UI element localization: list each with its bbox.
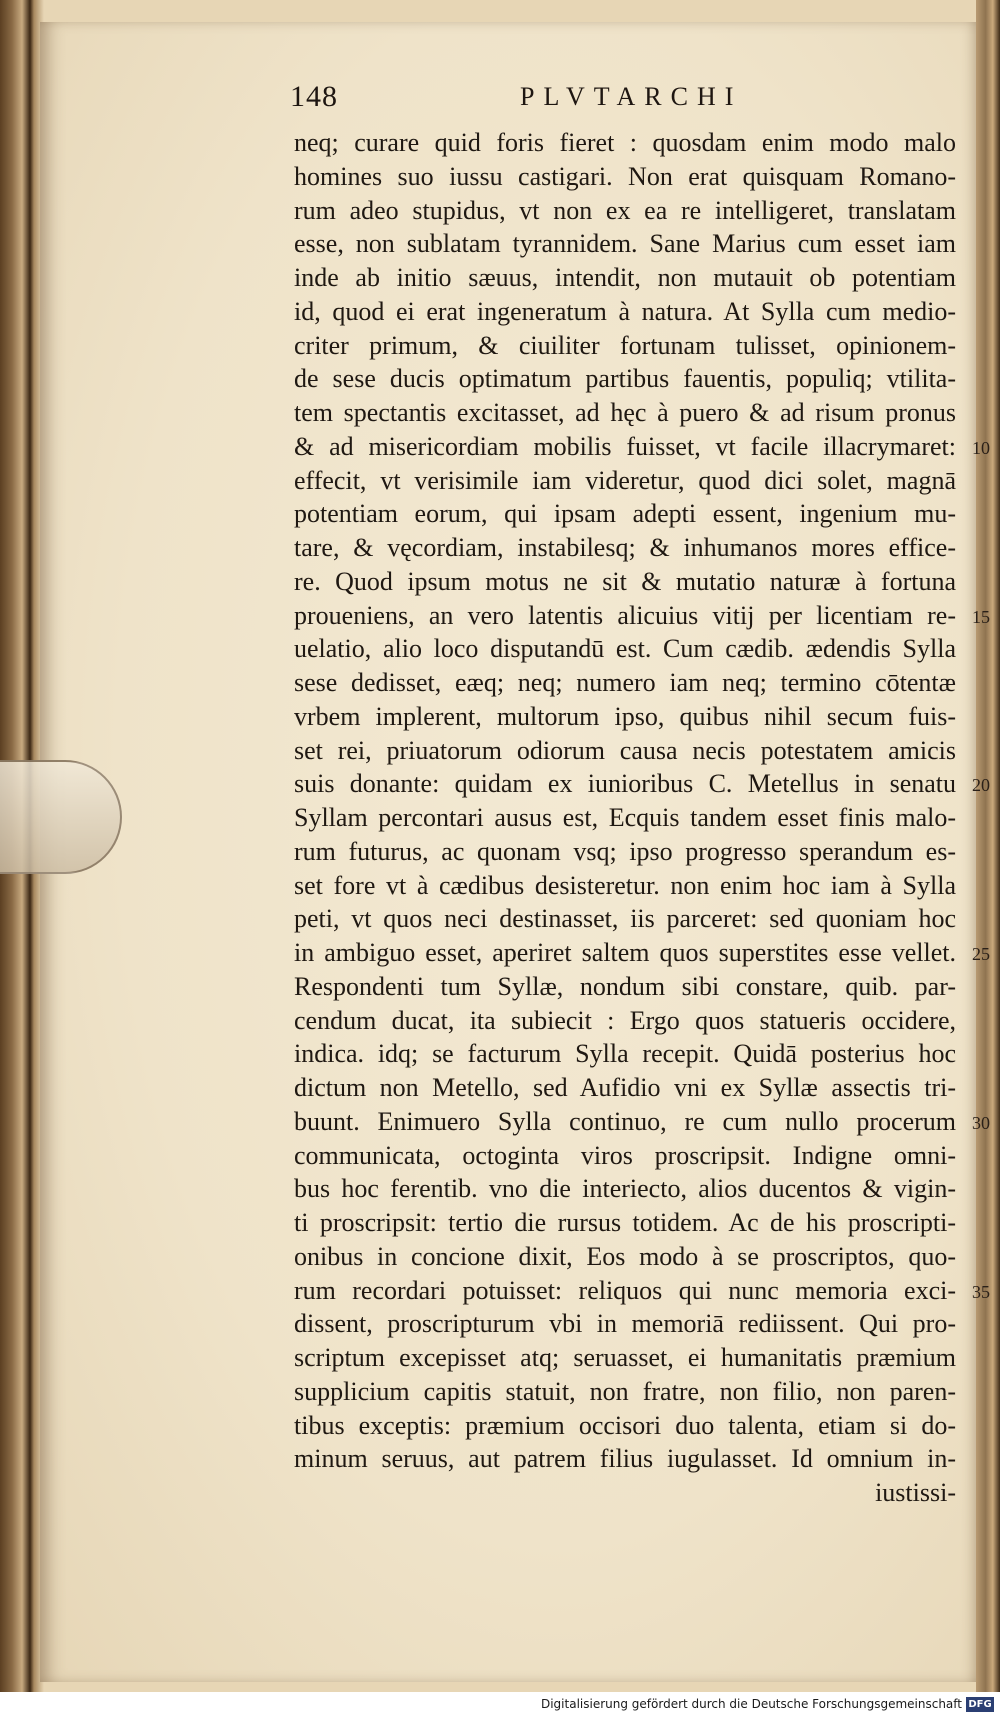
margin-line-number: 15 (972, 606, 990, 627)
text-line: set fore vt à cædibus desisteretur. non enim hoc iam à Sylla (294, 870, 956, 900)
text-line: buunt. Enimuero Sylla continuo, re cum nullo procerum (294, 1106, 956, 1136)
text-line: effecit, vt verisimile iam videretur, quod dici solet, magnā (294, 465, 956, 495)
margin-line-number: 25 (972, 944, 990, 964)
catchword: iustissi- (875, 1478, 956, 1507)
margin-line-number: 35 (972, 1281, 990, 1302)
text-line: tibus exceptis: præmium occisori duo talenta, etiam si do- (294, 1410, 956, 1440)
text-line: tem spectantis excitasset, ad hęc à puero & ad risum pronus (294, 398, 956, 427)
text-line: set rei, priuatorum odiorum causa necis potestatem amicis (294, 735, 956, 765)
text-line: proueniens, an vero latentis alicuius vitij per licentiam re- (294, 600, 956, 630)
page-number: 148 (290, 80, 338, 113)
text-line: onibus in concione dixit, Eos modo à se proscriptos, quo- (294, 1241, 956, 1271)
text-line: cendum ducat, ita subiecit : Ergo quos statueris occidere, (294, 1005, 956, 1035)
text-line: criter primum, & ciuiliter fortunam tulisset, opinionem- (294, 330, 956, 360)
margin-line-number: 30 (972, 1112, 990, 1133)
margin-line-number: 20 (972, 775, 990, 796)
text-line: vrbem implerent, multorum ipso, quibus nihil secum fuis- (294, 701, 956, 731)
text-line: supplicium capitis statuit, non fratre, non filio, non paren- (294, 1376, 956, 1406)
text-line: indica. idq; se facturum Sylla recepit. Quidā posterius hoc (294, 1039, 956, 1069)
footer-bar (0, 1692, 1000, 1718)
text-line: rum futurus, ac quonam vsq; ipso progresso sperandum es- (294, 836, 956, 866)
text-line: suis donante: quidam ex iunioribus C. Metellus in senatu (294, 769, 956, 799)
text-line: Syllam percontari ausus est, Ecquis tandem esset finis malo- (294, 803, 956, 832)
text-line: esse, non sublatam tyrannidem. Sane Marius cum esset iam (294, 229, 956, 259)
text-line: peti, vt quos neci destinasset, iis parceret: sed quoniam hoc (294, 904, 956, 934)
text-line: dictum non Metello, sed Aufidio vni ex Syllæ assectis tri- (294, 1073, 956, 1102)
text-line: inde ab initio sæuus, intendit, non mutauit ob potentiam (294, 263, 956, 292)
text-line: id, quod ei erat ingeneratum à natura. At Sylla cum medio- (294, 296, 956, 326)
text-line: de sese ducis optimatum partibus fauentis, populiq; vtilita- (294, 364, 956, 394)
text-line: in ambiguo esset, aperiret saltem quos superstites esse vellet. (294, 938, 956, 967)
text-line: & ad misericordiam mobilis fuisset, vt facile illacrymaret: (294, 431, 956, 461)
dfg-logo: DFG (966, 1697, 994, 1712)
text-line: neq; curare quid foris fieret : quosdam enim modo malo (294, 128, 956, 157)
margin-line-number: 10 (972, 437, 990, 458)
text-block (294, 126, 956, 1510)
text-line: tare, & vęcordiam, instabilesq; & inhumanos mores effice- (294, 533, 956, 562)
text-line: homines suo iussu castigari. Non erat quisquam Romano- (294, 161, 956, 191)
text-line: potentiam eorum, qui ipsam adepti essent, ingenium mu- (294, 499, 956, 529)
text-line: re. Quod ipsum motus ne sit & mutatio naturæ à fortuna (294, 566, 956, 596)
text-line: minum seruus, aut patrem filius iugulasset. Id omnium in- (294, 1444, 956, 1474)
text-line: communicata, octoginta viros proscripsit. Indigne omni- (294, 1140, 956, 1170)
text-line: dissent, proscripturum vbi in memoriā rediissent. Qui pro- (294, 1309, 956, 1339)
text-line: Respondenti tum Syllæ, nondum sibi constare, quib. par- (294, 971, 956, 1001)
page-edge-right (976, 0, 1000, 1692)
text-line: ti proscripsit: tertio die rursus totidem. Ac de his proscripti- (294, 1208, 956, 1237)
text-line: bus hoc ferentib. vno die interiecto, alios ducentos & vigin- (294, 1174, 956, 1204)
text-line: rum adeo stupidus, vt non ex ea re intelligeret, translatam (294, 195, 956, 225)
running-title: PLVTARCHI (520, 82, 743, 111)
text-line: rum recordari potuisset: reliquos qui nunc memoria exci- (294, 1275, 956, 1305)
page-clip (0, 760, 122, 874)
text-line: uelatio, alio loco disputandū est. Cum cædib. ædendis Sylla (294, 634, 956, 664)
footer-credit: Digitalisierung gefördert durch die Deutsche Forschungsgemeinschaft (540, 1697, 962, 1711)
running-head (290, 80, 820, 120)
text-line: scriptum excepisset atq; seruasset, ei humanitatis præmium (294, 1343, 956, 1372)
text-line: sese dedisset, eæq; neq; numero iam neq; termino cōtentæ (294, 668, 956, 697)
